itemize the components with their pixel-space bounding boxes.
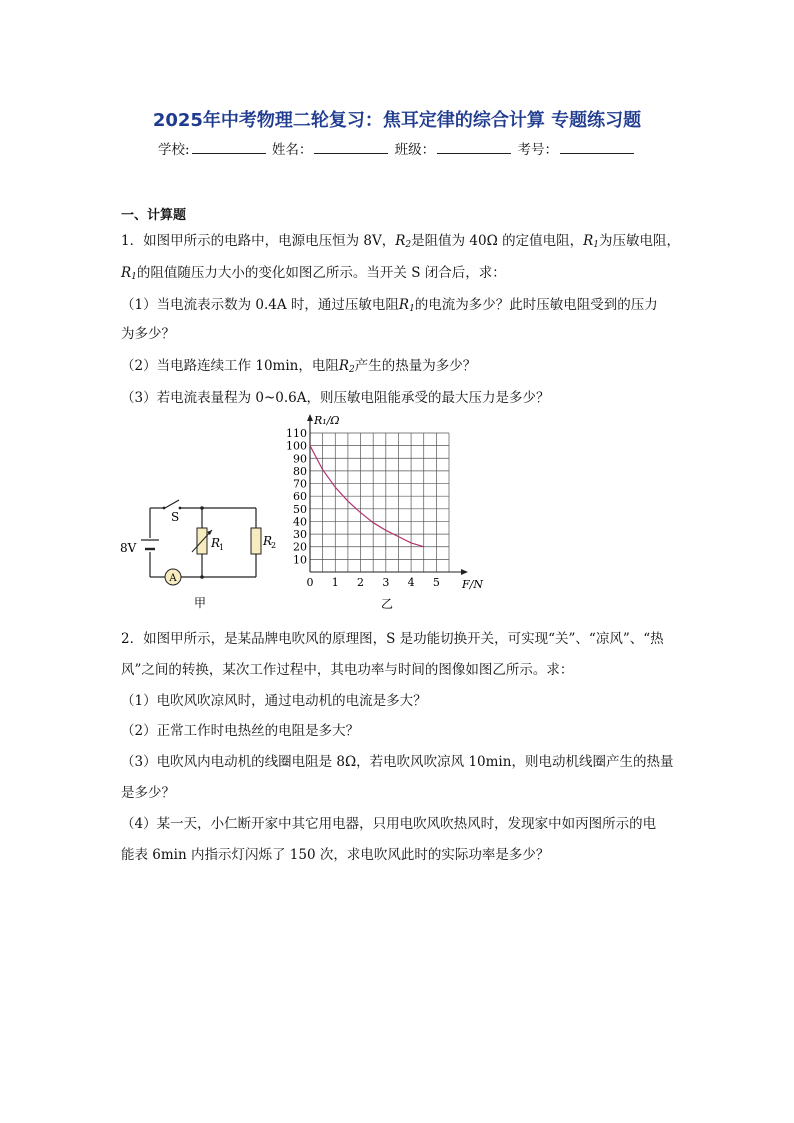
x-tick-label: 1 [331,576,339,589]
name-label: 姓名： [271,142,313,158]
q1-text: 的电流为多少？此时压敏电阻受到的压力 [414,297,658,313]
junction-dot [200,575,204,579]
y-axis-arrow [307,414,313,421]
q2-part-3: （3）电吹风内电动机的线圈电阻是 8Ω，若电吹风吹凉风 10min，则电动机线圈产生的热量 [121,754,674,770]
r2-subscript: 2 [349,365,355,375]
q1-text: 1．如图甲所示的电路中，电源电压恒为 8V， [121,233,396,249]
r2-label: R [263,534,273,548]
q2-line-2: 风”之间的转换，某次工作过程中，其电功率与时间的图像如图乙所示。求： [121,662,574,678]
switch-contact [179,507,182,510]
r1-symbol: R [121,265,132,281]
class-blank[interactable] [437,141,511,154]
id-blank[interactable] [560,141,634,154]
q2-part-4: （4）某一天，小仁断开家中其它用电器，只用电吹风吹热风时，发现家中如丙图所示的电 [121,816,657,832]
r2-symbol: R [395,233,406,249]
r2-subscript: 2 [405,240,412,250]
q1-text: 产生的热量为多少？ [354,358,477,374]
y-tick-label: 110 [286,427,307,440]
y-tick-label: 20 [293,540,307,554]
school-label: 学校: [158,142,190,158]
r2-sub: 2 [271,541,277,550]
y-tick-label: 40 [293,515,307,529]
chart-x-axis-label: F/N [462,578,483,591]
id-label: 考号： [517,142,558,158]
x-tick-label: 0 [306,576,314,589]
resistance-pressure-chart [282,408,492,618]
section-heading: 一、计算题 [121,208,187,223]
y-tick-label: 80 [293,464,307,478]
x-axis-arrow [461,569,468,575]
switch-label: S [171,510,180,524]
name-blank[interactable] [314,141,388,154]
x-tick-label: 3 [382,576,390,589]
voltage-label: 8V [120,541,137,555]
r1-label: R [211,536,221,550]
q2-part-3-cont: 是多少？ [121,785,175,801]
r1-symbol: R [398,297,410,313]
ammeter-label: A [169,573,177,584]
q2-line-1: 2．如图甲所示，是某品牌电吹风的原理图，S 是功能切换开关，可实现“关”、“凉风”、“热 [121,631,664,647]
y-tick-label: 70 [293,477,307,491]
r1-subscript: 1 [409,304,415,314]
q1-text: 为压敏电阻， [599,233,680,249]
x-tick-label: 4 [407,576,415,589]
q2-part-4-cont: 能表 6min 内指示灯闪烁了 150 次，求电吹风此时的实际功率是多少？ [121,847,550,863]
q1-text: 的阻值随压力大小的变化如图乙所示。当开关 S 闭合后，求： [136,265,506,281]
q1-part-1-cont: 为多少？ [121,326,175,342]
x-tick-label: 5 [432,576,440,589]
q1-part-2 [121,354,476,375]
chart-tick-labels [286,427,440,589]
y-tick-label: 60 [293,490,307,504]
q2-part-1: （1）电吹风吹凉风时，通过电动机的电流是多大？ [121,693,427,709]
chart-axes [307,414,468,575]
student-info-row [0,138,794,158]
chart-y-axis-label: R₁/Ω [314,414,340,427]
junction-dot [200,506,204,510]
school-blank[interactable] [192,141,266,154]
chart-grid [310,433,449,572]
y-tick-label: 10 [293,553,307,567]
y-tick-label: 30 [293,528,307,542]
circuit-diagram [115,490,275,615]
page-title: 2025年中考物理二轮复习：焦耳定律的综合计算 专题练习题 [152,110,642,131]
q1-text: （1）当电流表示数为 0.4A 时，通过压敏电阻 [121,297,399,313]
q1-part-3: （3）若电流表量程为 0~0.6A，则压敏电阻能承受的最大压力是多少？ [121,390,550,406]
figure-caption-jia: 甲 [193,596,207,610]
r2-resistor [251,528,261,554]
y-tick-label: 50 [293,502,307,516]
q1-part-1 [121,293,658,314]
figure-caption-yi: 乙 [380,597,394,611]
y-tick-label: 90 [293,452,307,466]
switch-contact [163,507,166,510]
q1-line-2 [121,261,506,282]
q1-text: （2）当电路连续工作 10min，电阻 [121,358,339,374]
x-tick-label: 2 [357,576,365,589]
r2-symbol: R [338,358,350,374]
y-tick-label: 100 [286,439,307,453]
r1-subscript: 1 [131,272,137,282]
q1-text: 是阻值为 40Ω 的定值电阻， [411,233,584,249]
class-label: 班级： [394,142,436,158]
r1-subscript: 1 [593,240,599,250]
r1-sub: 1 [219,543,225,552]
switch-blade [165,500,179,508]
q2-part-2: （2）正常工作时电热丝的电阻是多大？ [121,723,360,739]
r1-symbol: R [583,233,594,249]
q1-line-1 [121,229,680,250]
